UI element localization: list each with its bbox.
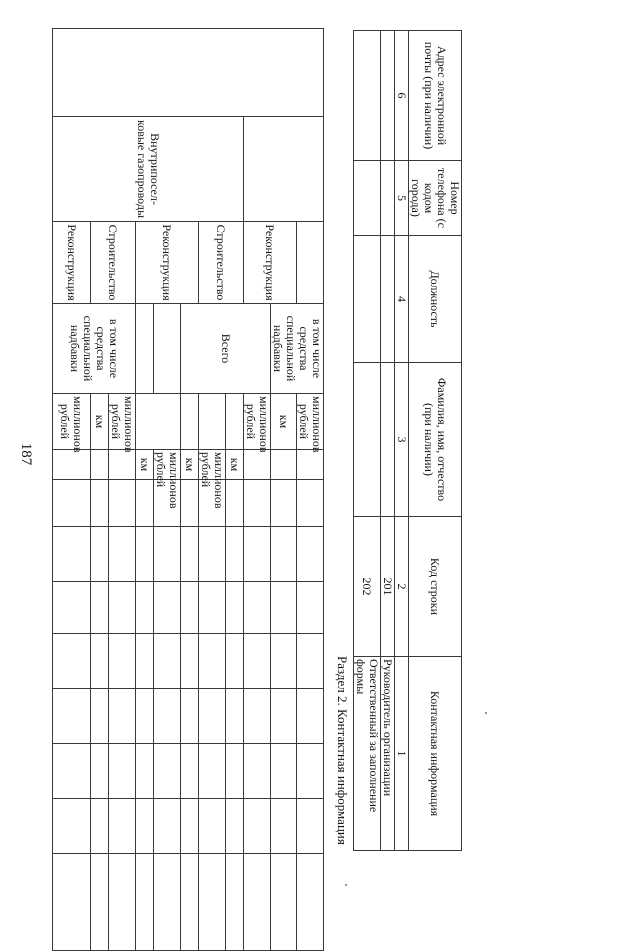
table-cell <box>91 854 109 951</box>
table-cell <box>226 854 244 951</box>
table-cell <box>271 634 297 689</box>
header-email: Адрес электронной почты (при наличии) <box>409 31 462 161</box>
unit-cell: км <box>271 394 297 450</box>
table-cell <box>154 799 181 854</box>
table-cell <box>154 634 181 689</box>
table-row <box>354 31 381 851</box>
unit-cell: миллионов рублей <box>53 394 91 450</box>
table-cell <box>136 394 181 450</box>
table-cell <box>53 634 91 689</box>
column-number: 4 <box>395 236 409 363</box>
table-cell <box>53 582 91 634</box>
table-cell <box>109 527 136 582</box>
table-cell <box>297 634 324 689</box>
table-cell <box>53 29 324 117</box>
table-cell <box>53 689 91 744</box>
table-cell <box>271 799 297 854</box>
unit-cell: миллионов рублей <box>154 450 181 480</box>
column-number: 6 <box>395 31 409 161</box>
header-position: Должность <box>409 236 462 363</box>
column-number-row <box>395 31 409 851</box>
table-cell <box>53 480 91 527</box>
table-cell <box>53 854 91 951</box>
table-cell <box>181 799 199 854</box>
table-cell <box>297 799 324 854</box>
table-cell <box>53 527 91 582</box>
table-cell <box>244 582 271 634</box>
column-number: 5 <box>395 161 409 236</box>
position-cell <box>354 236 381 363</box>
unit-cell: км <box>226 450 244 480</box>
position-cell <box>381 236 395 363</box>
table-cell <box>297 480 324 527</box>
table-cell <box>199 527 226 582</box>
table-cell <box>181 527 199 582</box>
code-cell: 201 <box>381 517 395 657</box>
table-cell <box>181 634 199 689</box>
table-cell <box>297 582 324 634</box>
table-cell <box>154 854 181 951</box>
table-cell <box>154 304 181 394</box>
table-cell <box>226 689 244 744</box>
table-row <box>297 29 324 951</box>
table-cell <box>271 527 297 582</box>
table-cell <box>109 744 136 799</box>
table-cell <box>136 582 154 634</box>
table-cell <box>244 480 271 527</box>
table-cell <box>53 744 91 799</box>
table-cell <box>244 450 271 480</box>
column-number: 1 <box>395 657 409 851</box>
table-cell <box>297 744 324 799</box>
table-row <box>226 29 244 951</box>
scan-speck <box>345 884 347 886</box>
scan-speck <box>485 712 487 714</box>
category-cell: Внутрипосел- ковые газопроводы <box>53 117 244 222</box>
column-number: 3 <box>395 363 409 517</box>
header-row <box>409 31 462 851</box>
table-cell <box>297 222 324 304</box>
table-cell <box>297 450 324 480</box>
column-number: 2 <box>395 517 409 657</box>
row-label: Ответственный за заполнение формы <box>354 657 381 851</box>
table-cell <box>109 480 136 527</box>
table-cell <box>136 799 154 854</box>
table-cell <box>136 689 154 744</box>
table-cell <box>199 582 226 634</box>
table-cell <box>109 854 136 951</box>
unit-cell: миллионов рублей <box>244 394 271 450</box>
table-cell <box>271 744 297 799</box>
name-cell <box>381 363 395 517</box>
header-line-code: Код строки <box>409 517 462 657</box>
table-cell <box>136 304 154 394</box>
type-cell: Строительство <box>91 222 136 304</box>
header-full-name: Фамилия, имя, отчество (при наличии) <box>409 363 462 517</box>
table-cell <box>271 689 297 744</box>
table-cell <box>91 450 109 480</box>
table-cell <box>244 854 271 951</box>
table-cell <box>91 799 109 854</box>
table-cell <box>91 689 109 744</box>
table-cell <box>53 799 91 854</box>
table-cell <box>181 854 199 951</box>
table-cell <box>297 854 324 951</box>
table-cell <box>226 634 244 689</box>
table-cell <box>244 799 271 854</box>
table-cell <box>297 527 324 582</box>
unit-cell: км <box>91 394 109 450</box>
row-label: Руководитель организации <box>381 657 395 851</box>
unit-cell: миллионов рублей <box>109 394 136 450</box>
table-cell <box>199 799 226 854</box>
type-cell: Реконструкция <box>244 222 297 304</box>
subgroup-cell: в том числе средства специальной надбавки <box>53 304 136 394</box>
table-cell <box>109 634 136 689</box>
table-cell <box>226 582 244 634</box>
table-cell <box>271 582 297 634</box>
type-cell: Реконструкция <box>53 222 91 304</box>
section-2-title: Раздел 2. Контактная информация <box>335 656 350 845</box>
contact-info-table <box>353 30 462 851</box>
unit-cell: км <box>136 450 154 480</box>
page-number: 187 <box>18 442 34 466</box>
table-row <box>381 31 395 851</box>
table-cell <box>271 450 297 480</box>
type-cell: Реконструкция <box>136 222 199 304</box>
table-cell <box>226 480 244 527</box>
table-cell <box>91 527 109 582</box>
table-cell <box>154 582 181 634</box>
table-cell <box>181 480 199 527</box>
table-cell <box>136 480 154 527</box>
unit-cell: миллионов рублей <box>199 450 226 480</box>
subgroup-cell: Всего <box>181 304 271 394</box>
statistics-table-fragment <box>52 28 324 951</box>
table-cell <box>181 744 199 799</box>
email-cell <box>354 31 381 161</box>
table-cell <box>199 854 226 951</box>
table-cell <box>271 480 297 527</box>
table-cell <box>109 450 136 480</box>
table-cell <box>199 634 226 689</box>
table-cell <box>154 527 181 582</box>
table-cell <box>297 689 324 744</box>
type-cell: Строительство <box>199 222 244 304</box>
table-cell <box>136 527 154 582</box>
table-cell <box>91 480 109 527</box>
table-cell <box>109 582 136 634</box>
table-cell <box>199 689 226 744</box>
table-cell <box>226 394 244 450</box>
table-cell <box>91 582 109 634</box>
table-cell <box>226 744 244 799</box>
header-contact-info: Контактная информация <box>409 657 462 851</box>
table-cell <box>154 689 181 744</box>
table-cell <box>136 744 154 799</box>
table-cell <box>154 744 181 799</box>
table-cell <box>226 799 244 854</box>
table-cell <box>91 744 109 799</box>
phone-cell <box>381 161 395 236</box>
table-cell <box>244 117 324 222</box>
table-cell <box>271 854 297 951</box>
table-cell <box>109 689 136 744</box>
table-cell <box>226 527 244 582</box>
table-cell <box>109 799 136 854</box>
table-cell <box>199 394 226 450</box>
header-phone: Номер телефона (с кодом города) <box>409 161 462 236</box>
table-cell <box>53 450 91 480</box>
unit-cell: миллионов рублей <box>297 394 324 450</box>
unit-cell: км <box>181 450 199 480</box>
table-cell <box>181 394 199 450</box>
table-cell <box>199 744 226 799</box>
table-cell <box>244 527 271 582</box>
table-cell <box>244 634 271 689</box>
table-cell <box>181 582 199 634</box>
name-cell <box>354 363 381 517</box>
table-cell <box>181 689 199 744</box>
code-cell: 202 <box>354 517 381 657</box>
table-cell <box>91 634 109 689</box>
subgroup-cell: в том числе средства специальной надбавки <box>271 304 324 394</box>
email-cell <box>381 31 395 161</box>
table-cell <box>244 744 271 799</box>
table-cell <box>136 854 154 951</box>
table-cell <box>136 634 154 689</box>
phone-cell <box>354 161 381 236</box>
table-cell <box>244 689 271 744</box>
